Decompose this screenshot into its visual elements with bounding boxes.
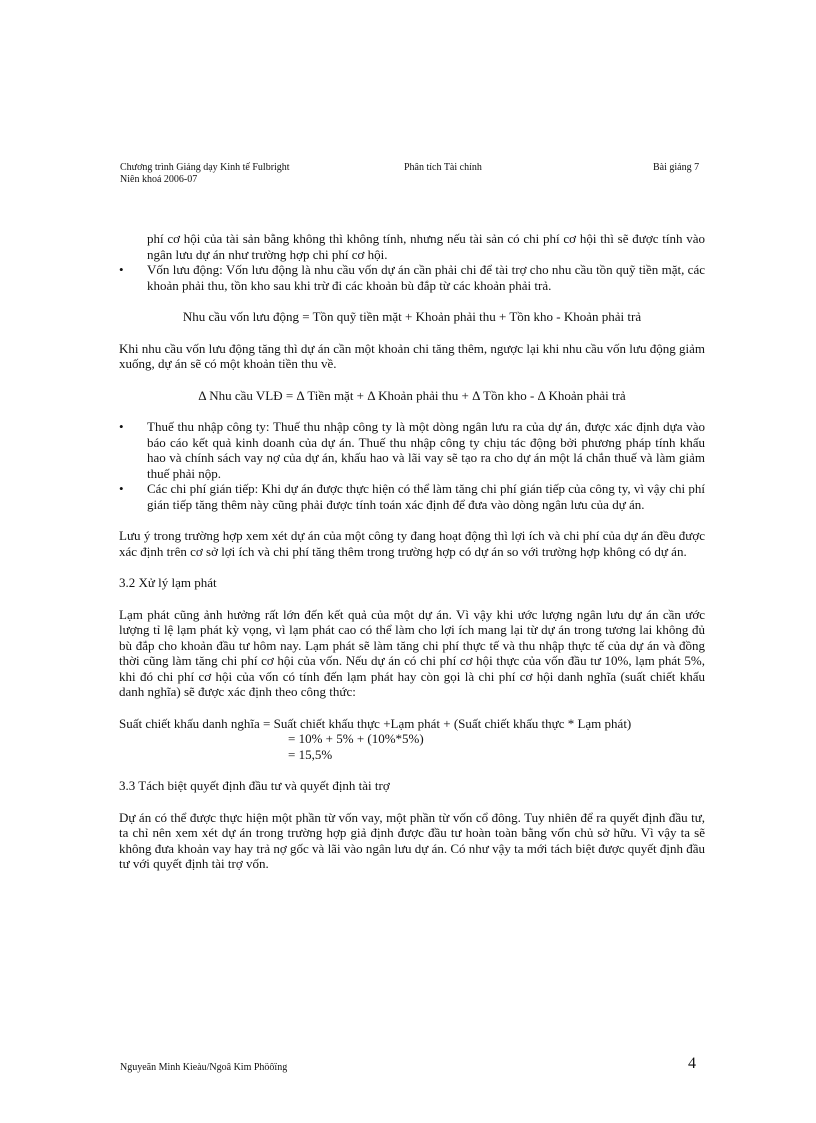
section-heading-3-2: 3.2 Xử lý lạm phát [119,575,217,590]
continued-paragraph: phí cơ hội của tài sản bằng không thì không tính, nhưng nếu tài sản có chi phí cơ hội thì sẽ được tính vào ngân lưu dự án như trường hợp chi phí cơ hội. [147,231,705,262]
paragraph-separation: Dự án có thể được thực hiện một phần từ vốn vay, một phần từ vốn cổ đông. Tuy nhiên để ra quyết định đầu tư, ta chỉ nên xem xét dự án trong trường hợp giả định được đầu tư hoàn toàn bằng vốn chủ sở hữu. Vì vậy ta sẽ không đưa khoản vay hay trả nợ gốc và lãi vào ngân lưu dự án. Có như vậy ta mới tách biệt được quyết định đầu tư với quyết định tài trợ vốn. [119,809,705,871]
header-year: Niên khoá 2006-07 [120,174,198,185]
formula-nominal-rate: Suất chiết khấu danh nghĩa = Suất chiết khấu thực +Lạm phát + (Suất chiết khấu thực * Lạm phát) [119,715,632,731]
page-body [119,231,705,872]
section-heading-3-3: 3.3 Tách biệt quyết định đầu tư và quyết định tài trợ [119,778,390,793]
bullet-marker: • [119,262,124,277]
footer-authors: Nguyeãn Minh Kieàu/Ngoâ Kim Phöôïng [120,1062,288,1073]
bullet-text: Vốn lưu động: Vốn lưu động là nhu cầu vốn dự án cần phải chi để tài trợ cho nhu cầu tồn quỹ tiền mặt, các khoản phải thu, tồn kho sau khi trừ đi các khoản bù đắp từ các khoản phải trả. [147,262,705,293]
bullet-marker: • [119,481,124,496]
bullet-income-tax [119,419,705,481]
formula-delta-working-capital: Δ Nhu cầu VLĐ = Δ Tiền mặt + Δ Khoản phải thu + Δ Tồn kho - Δ Khoản phải trả [198,387,626,403]
formula-nominal-rate-result: = 15,5% [288,746,333,762]
formula-nominal-rate-step: = 10% + 5% + (10%*5%) [288,731,424,746]
paragraph-note: Lưu ý trong trường hợp xem xét dự án của một công ty đang hoạt động thì lợi ích và chi phí của dự án đều được xác định trên cơ sở lợi ích và chi phí tăng thêm trong trường hợp có dự án so với trường hợp không có dự án. [119,528,705,559]
header-program: Chương trình Giảng dạy Kinh tế Fulbright [120,162,290,173]
bullet-indirect-costs [119,481,705,512]
paragraph-inflation: Lạm phát cũng ảnh hưởng rất lớn đến kết quả của một dự án. Vì vậy khi ước lượng ngân lưu dự án cần ước lượng tỉ lệ lạm phát kỳ vọng, vì lạm phát cao có thể làm cho lợi ích mang lại từ dự án trong tương lai không đủ bù đắp cho khoản đầu tư hôm nay. Lạm phát sẽ làm tăng chi phí thực tế và thu nhập thực tế của dự án và đồng thời cũng làm tăng chi phí cơ hội của vốn. Nếu dự án có chi phí cơ hội thực của vốn đầu tư 10%, lạm phát 5%, khi đó chi phí cơ hội của vốn có tính đến lạm phát hay còn gọi là chi phí cơ hội danh nghĩa (suất chiết khấu danh nghĩa) sẽ được xác định theo công thức: [119,606,705,699]
formula-working-capital: Nhu cầu vốn lưu động = Tồn quỹ tiền mặt + Khoản phải thu + Tồn kho - Khoản phải trả [182,309,642,324]
bullet-text: Các chi phí gián tiếp: Khi dự án được thực hiện có thể làm tăng chi phí gián tiếp của công ty, vì vậy chi phí gián tiếp tăng thêm này cũng phải được tính toán xác định để đưa vào dòng ngân lưu của dự án. [147,481,705,512]
bullet-working-capital [119,262,705,293]
paragraph-working-capital-change: Khi nhu cầu vốn lưu động tăng thì dự án cần một khoản chi tăng thêm, ngược lại khi nhu cầu vốn lưu động giảm xuống, dự án sẽ có một khoản tiền thu về. [119,340,705,371]
bullet-marker: • [119,419,124,434]
page-number: 4 [688,1055,696,1072]
header-lecture: Bài giảng 7 [653,162,700,173]
header-course: Phân tích Tài chính [404,162,482,173]
header-left [120,162,290,186]
bullet-text: Thuế thu nhập công ty: Thuế thu nhập công ty là một dòng ngân lưu ra của dự án, được xác định dựa vào báo cáo kết quả kinh doanh của dự án. Thuế thu nhập công ty chịu tác động bởi phương pháp tính khấu hao và chính sách vay nợ của dự án, khấu hao và lãi vay sẽ tạo ra cho dự án một lá chắn thuế và làm giảm thuế phải nộp. [147,419,705,481]
